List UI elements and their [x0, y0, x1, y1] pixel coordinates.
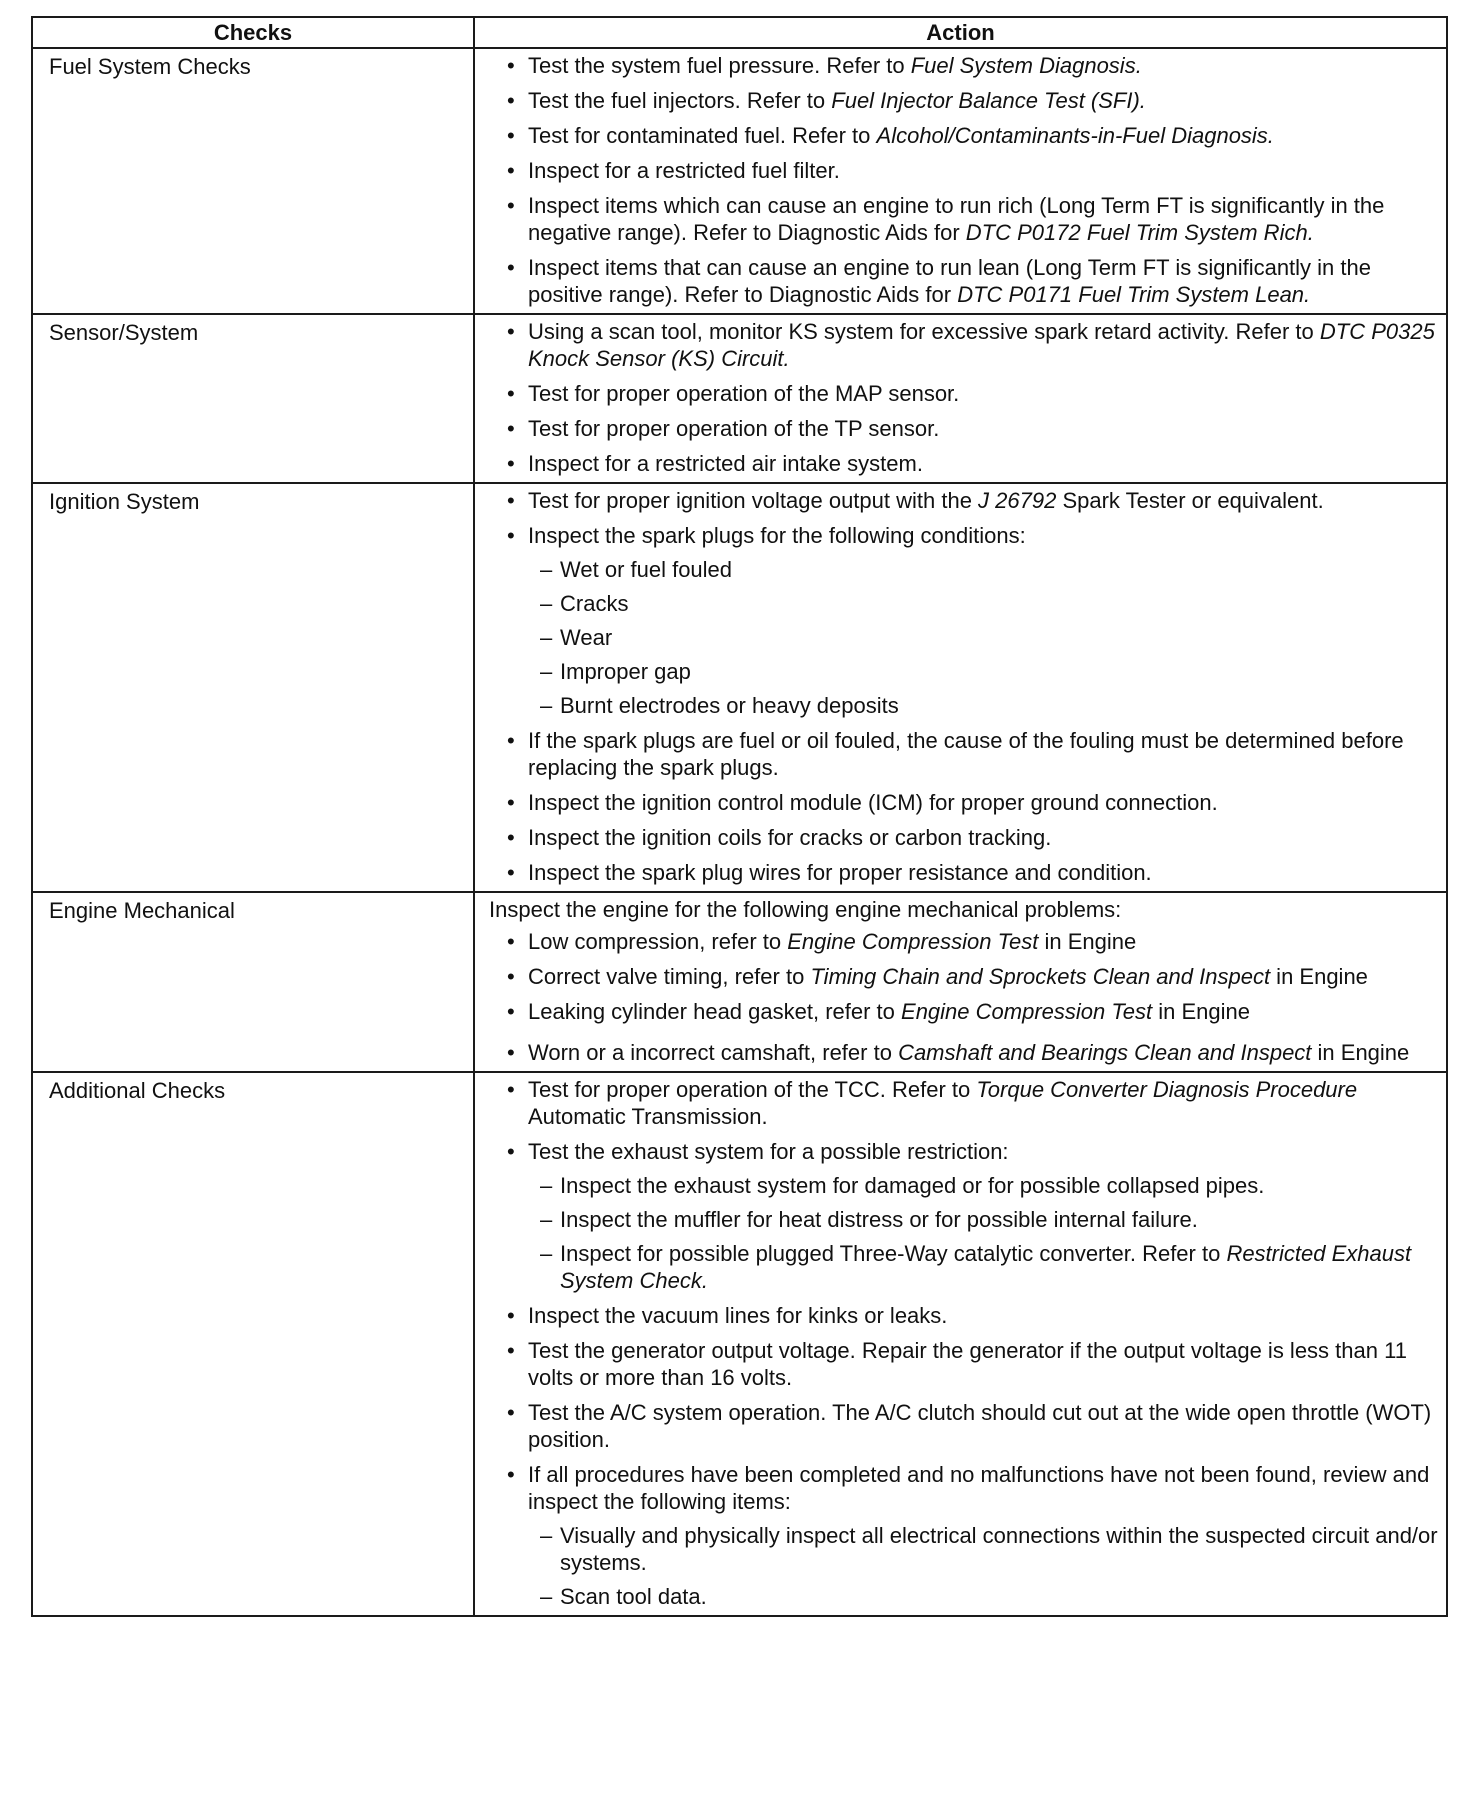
bullet-icon: •: [507, 790, 515, 815]
bullet-icon: •: [507, 1077, 515, 1102]
dash-icon: –: [540, 1173, 553, 1198]
dash-icon: –: [540, 1584, 553, 1609]
table-row-ignition-system: [32, 483, 1447, 892]
check-cell: Ignition System: [32, 483, 474, 892]
bullet-icon: •: [507, 1338, 515, 1363]
bullet-icon: •: [507, 964, 515, 989]
checks-column-header: Checks: [32, 17, 474, 48]
action-item: • Inspect items which can cause an engine to run rich (Long Term FT is significantly in the negative range). Refer to Diagnostic Aids for DTC P0172 Fuel Trim System Rich.: [507, 193, 1385, 245]
bullet-icon: •: [507, 999, 515, 1024]
reference-link-text: Engine Compression Test: [901, 999, 1153, 1024]
action-item: • Test the system fuel pressure. Refer to Fuel System Diagnosis.: [507, 53, 1142, 78]
bullet-icon: •: [507, 860, 515, 885]
action-item: • Test for proper operation of the TCC. Refer to Torque Converter Diagnosis Procedure Automatic Transmission.: [507, 1077, 1358, 1129]
table-row-sensor-system: [32, 314, 1447, 483]
check-cell: Additional Checks: [32, 1072, 474, 1616]
bullet-icon: •: [507, 1139, 515, 1164]
action-item: • Inspect for a restricted air intake system.: [507, 451, 923, 476]
reference-link-text: DTC P0171 Fuel Trim System Lean.: [957, 282, 1311, 307]
sub-list: [528, 1522, 1440, 1610]
action-item: • If the spark plugs are fuel or oil fouled, the cause of the fouling must be determined before replacing the spark plugs.: [507, 728, 1404, 780]
action-item: • Test the exhaust system for a possible restriction: – Inspect the exhaust system for damaged or for possible collapsed pipes. – Inspect the muffler for heat distress or for possible internal failure. – Inspect for possible plugged Three-Way catalytic converter. Refer to Restricted Exhaust System Check.: [489, 1138, 1440, 1294]
bullet-icon: •: [507, 255, 515, 280]
reference-link-text: Torque Converter Diagnosis Procedure: [976, 1077, 1358, 1102]
reference-link-text: Engine Compression Test: [787, 929, 1039, 954]
action-item: • Inspect for a restricted fuel filter.: [507, 158, 840, 183]
sub-item: – Burnt electrodes or heavy deposits: [540, 693, 899, 718]
bullet-icon: •: [507, 53, 515, 78]
bullet-icon: •: [507, 1462, 515, 1487]
action-cell: [474, 314, 1447, 483]
dash-icon: –: [540, 557, 553, 582]
sub-item: – Scan tool data.: [540, 1584, 707, 1609]
action-list: [489, 318, 1440, 477]
dash-icon: –: [540, 1523, 553, 1548]
diagnostic-checks-table: [31, 16, 1448, 1617]
sub-item: – Improper gap: [540, 659, 691, 684]
bullet-icon: •: [507, 381, 515, 406]
bullet-icon: •: [507, 158, 515, 183]
sub-item: – Cracks: [540, 591, 629, 616]
reference-link-text: DTC P0172 Fuel Trim System Rich.: [965, 220, 1314, 245]
dash-icon: –: [540, 1241, 553, 1266]
reference-link-text: J 26792: [978, 488, 1057, 513]
action-list: [489, 52, 1440, 308]
action-item: • Leaking cylinder head gasket, refer to Engine Compression Test in Engine: [507, 999, 1250, 1024]
bullet-icon: •: [507, 523, 515, 548]
action-cell: [474, 48, 1447, 314]
sub-item: – Inspect the muffler for heat distress or for possible internal failure.: [540, 1207, 1198, 1232]
action-item: • Correct valve timing, refer to Timing Chain and Sprockets Clean and Inspect in Engine: [507, 964, 1368, 989]
sub-list: [528, 1172, 1440, 1294]
reference-link-text: Timing Chain and Sprockets Clean and Inspect: [810, 964, 1271, 989]
action-item: • Using a scan tool, monitor KS system for excessive spark retard activity. Refer to DTC P0325 Knock Sensor (KS) Circuit.: [507, 319, 1435, 371]
dash-icon: –: [540, 659, 553, 684]
action-item: • Test the fuel injectors. Refer to Fuel Injector Balance Test (SFI).: [507, 88, 1146, 113]
action-cell: [474, 1072, 1447, 1616]
bullet-icon: •: [507, 728, 515, 753]
action-item: • Inspect the spark plugs for the following conditions: – Wet or fuel fouled – Cracks – Wear – Improper gap – Burnt electrodes or heavy deposits: [489, 522, 1440, 719]
action-item: • Inspect the ignition coils for cracks or carbon tracking.: [507, 825, 1052, 850]
check-cell: Sensor/System: [32, 314, 474, 483]
check-cell: Fuel System Checks: [32, 48, 474, 314]
bullet-icon: •: [507, 929, 515, 954]
bullet-icon: •: [507, 88, 515, 113]
reference-link-text: Restricted Exhaust System Check.: [560, 1241, 1412, 1293]
action-intro: Inspect the engine for the following engine mechanical problems:: [489, 897, 1122, 922]
dash-icon: –: [540, 1207, 553, 1232]
dash-icon: –: [540, 693, 553, 718]
action-item: • Inspect the vacuum lines for kinks or leaks.: [507, 1303, 948, 1328]
table-row-additional-checks: [32, 1072, 1447, 1616]
table-row-engine-mechanical: [32, 892, 1447, 1072]
action-item: • Inspect the spark plug wires for proper resistance and condition.: [507, 860, 1152, 885]
action-column-header: Action: [474, 17, 1447, 48]
sub-list: [528, 556, 1440, 719]
dash-icon: –: [540, 591, 553, 616]
reference-link-text: Fuel Injector Balance Test (SFI).: [831, 88, 1146, 113]
sub-item: – Visually and physically inspect all electrical connections within the suspected circuit and/or systems.: [540, 1523, 1438, 1575]
bullet-icon: •: [507, 1400, 515, 1425]
action-item: • Inspect the ignition control module (ICM) for proper ground connection.: [507, 790, 1218, 815]
sub-item: – Inspect for possible plugged Three-Way catalytic converter. Refer to Restricted Exhaust System Check.: [540, 1241, 1412, 1293]
reference-link-text: Alcohol/Contaminants-in-Fuel Diagnosis.: [876, 123, 1274, 148]
action-item: • Worn or a incorrect camshaft, refer to Camshaft and Bearings Clean and Inspect in Engine: [507, 1040, 1410, 1065]
action-item: • Low compression, refer to Engine Compression Test in Engine: [507, 929, 1137, 954]
action-item: • Test for proper operation of the TP sensor.: [507, 416, 940, 441]
action-list: [489, 928, 1440, 1066]
bullet-icon: •: [507, 1303, 515, 1328]
check-cell: Engine Mechanical: [32, 892, 474, 1072]
bullet-icon: •: [507, 416, 515, 441]
bullet-icon: •: [507, 319, 515, 344]
bullet-icon: •: [507, 451, 515, 476]
action-item: • Test the A/C system operation. The A/C clutch should cut out at the wide open throttle (WOT) position.: [507, 1400, 1432, 1452]
table-header-row: [32, 17, 1447, 48]
reference-link-text: Fuel System Diagnosis.: [910, 53, 1142, 78]
bullet-icon: •: [507, 123, 515, 148]
action-item: • If all procedures have been completed and no malfunctions have not been found, review and inspect the following items: – Visually and physically inspect all electrical connections within the suspected circuit and/or systems. – Scan tool data.: [489, 1461, 1440, 1610]
action-item: • Test the generator output voltage. Repair the generator if the output voltage is less than 11 volts or more than 16 volts.: [507, 1338, 1407, 1390]
table-row-fuel-system: [32, 48, 1447, 314]
action-item: • Test for proper ignition voltage output with the J 26792 Spark Tester or equivalent.: [507, 488, 1324, 513]
sub-item: – Wet or fuel fouled: [540, 557, 733, 582]
action-list: [489, 1076, 1440, 1610]
bullet-icon: •: [507, 825, 515, 850]
bullet-icon: •: [507, 488, 515, 513]
reference-link-text: DTC P0325 Knock Sensor (KS) Circuit.: [528, 319, 1435, 371]
action-cell: [474, 892, 1447, 1072]
bullet-icon: •: [507, 193, 515, 218]
sub-item: – Wear: [540, 625, 613, 650]
action-item: • Test for contaminated fuel. Refer to Alcohol/Contaminants-in-Fuel Diagnosis.: [507, 123, 1274, 148]
reference-link-text: Camshaft and Bearings Clean and Inspect: [898, 1040, 1312, 1065]
dash-icon: –: [540, 625, 553, 650]
sub-item: – Inspect the exhaust system for damaged or for possible collapsed pipes.: [540, 1173, 1265, 1198]
action-item: • Test for proper operation of the MAP sensor.: [507, 381, 960, 406]
action-cell: [474, 483, 1447, 892]
action-item: • Inspect items that can cause an engine to run lean (Long Term FT is significantly in the positive range). Refer to Diagnostic Aids for DTC P0171 Fuel Trim System Lean.: [507, 255, 1371, 307]
bullet-icon: •: [507, 1040, 515, 1065]
action-list: [489, 487, 1440, 886]
